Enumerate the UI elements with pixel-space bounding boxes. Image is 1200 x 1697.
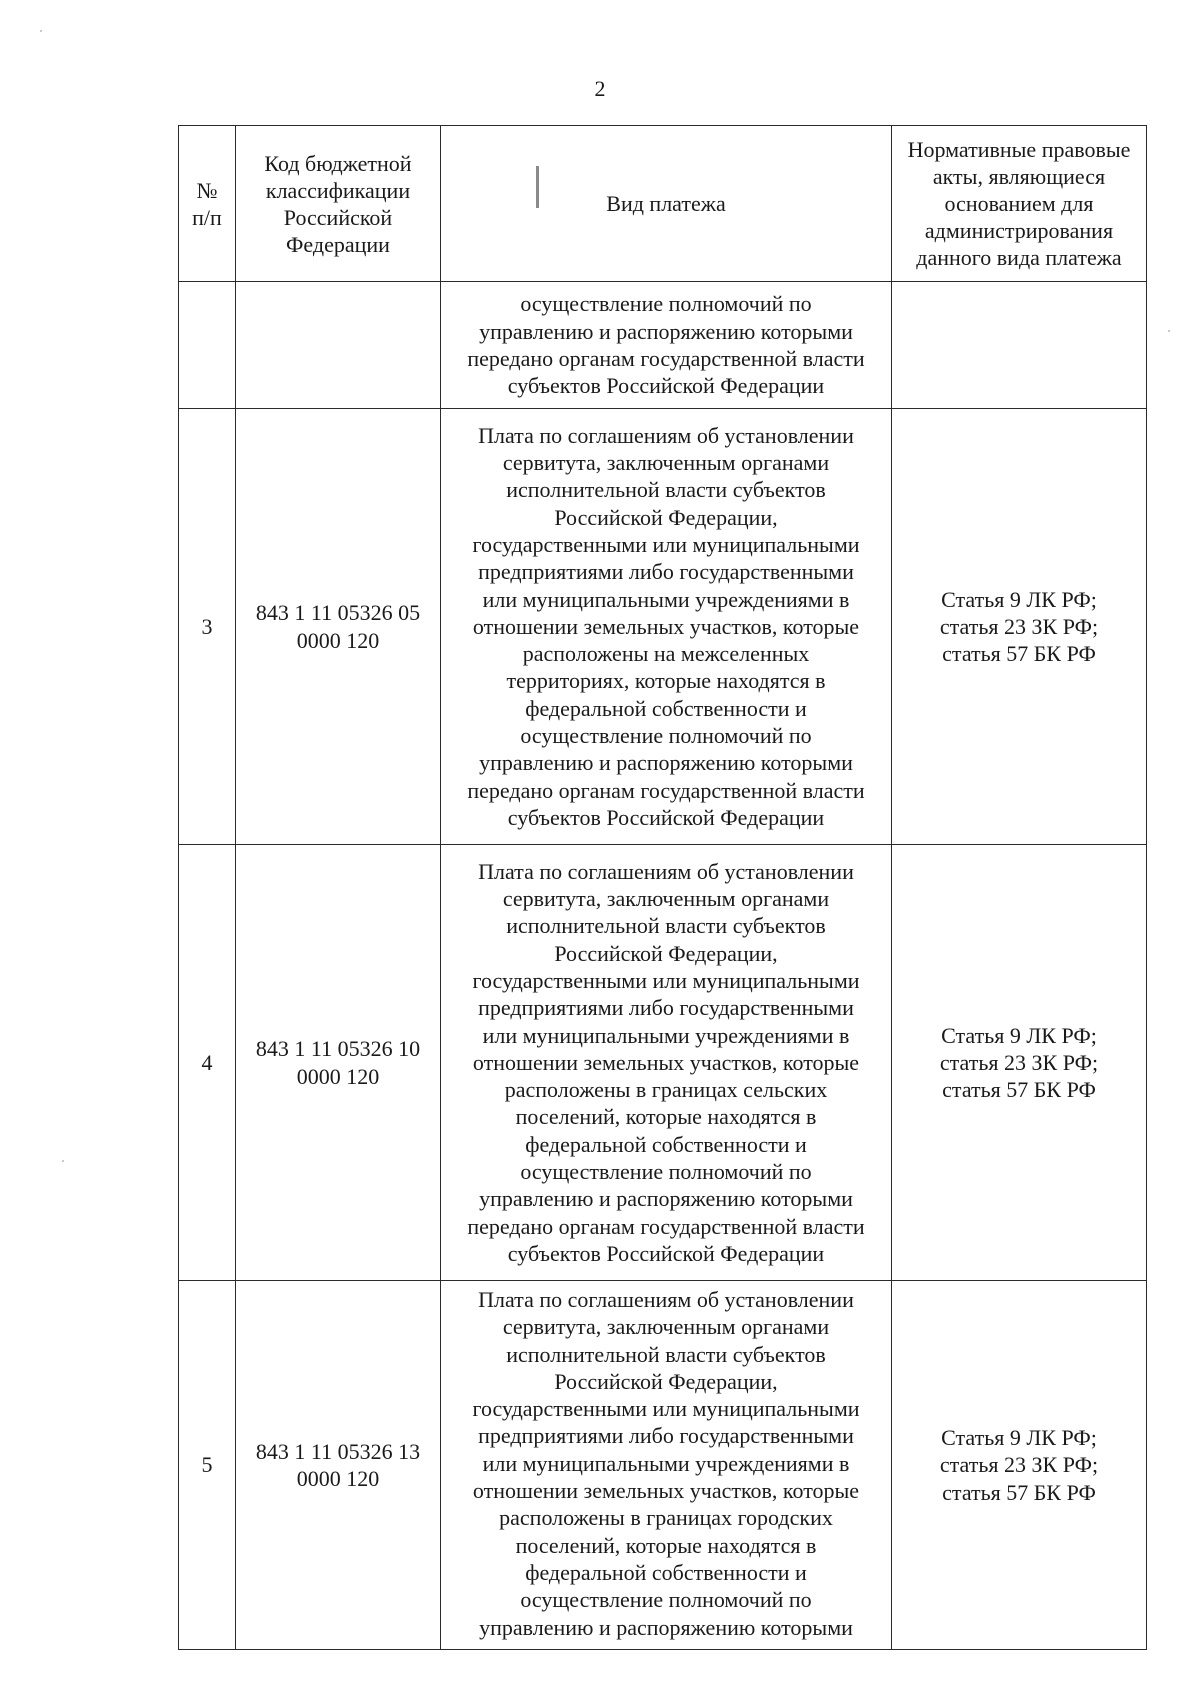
header-legal-acts: Нормативные правовые акты, являющиеся основанием для администрирования данного вида платежа [892,126,1147,282]
cell-budget-code: 843 1 11 05326 13 0000 120 [236,1281,441,1650]
table-row [179,1281,1147,1650]
cell-legal-acts: Статья 9 ЛК РФ; статья 23 ЗК РФ; статья 57 БК РФ [892,1281,1147,1650]
cell-legal-acts: Статья 9 ЛК РФ; статья 23 ЗК РФ; статья 57 БК РФ [892,409,1147,845]
header-payment-type: Вид платежа [441,126,892,282]
cell-budget-code: 843 1 11 05326 10 0000 120 [236,845,441,1281]
cell-number: 5 [179,1281,236,1650]
cell-legal-acts: Статья 9 ЛК РФ; статья 23 ЗК РФ; статья 57 БК РФ [892,845,1147,1281]
cell-payment-type: Плата по соглашениям об установлении сервитута, заключенным органами исполнительной власти субъектов Российской Федерации, государственными или муниципальными предприятиями либо государственными или муниципальными учреждениями в отношении земельных участков, которые расположены на межселенных территориях, которые находятся в федеральной собственности и осуществление полномочий по управлению и распоряжению которыми передано органам государственной власти субъектов Российской Федерации [441,409,892,845]
table-row [179,409,1147,845]
table-row [179,845,1147,1281]
header-budget-code: Код бюджетной классификации Российской Федерации [236,126,441,282]
scan-speck [1168,330,1170,332]
payments-table [178,125,1147,1650]
header-number: № п/п [179,126,236,282]
table-row [179,282,1147,409]
cell-payment-type: Плата по соглашениям об установлении сервитута, заключенным органами исполнительной власти субъектов Российской Федерации, государственными или муниципальными предприятиями либо государственными или муниципальными учреждениями в отношении земельных участков, которые расположены в границах сельских поселений, которые находятся в федеральной собственности и осуществление полномочий по управлению и распоряжению которыми передано органам государственной власти субъектов Российской Федерации [441,845,892,1281]
cell-payment-type: осуществление полномочий по управлению и распоряжению которыми передано органам государственной власти субъектов Российской Федерации [441,282,892,409]
cell-budget-code [236,282,441,409]
cell-payment-type [441,1281,892,1650]
scan-speck [62,1160,64,1162]
cell-number: 3 [179,409,236,845]
scan-speck [40,30,42,32]
page-number: 2 [594,76,606,101]
cell-number [179,282,236,409]
cell-budget-code: 843 1 11 05326 05 0000 120 [236,409,441,845]
table-header-row [179,126,1147,282]
cell-legal-acts [892,282,1147,409]
cell-number: 4 [179,845,236,1281]
payment-type-text: Плата по соглашениям об установлении сервитута, заключенным органами исполнительной власти субъектов Российской Федерации, государственными или муниципальными предприятиями либо государственными или муниципальными учреждениями в отношении земельных участков, которые расположены в границах городских поселений, которые находятся в федеральной собственности и осуществление полномочий по управлению и распоряжению которыми [472,1287,860,1640]
